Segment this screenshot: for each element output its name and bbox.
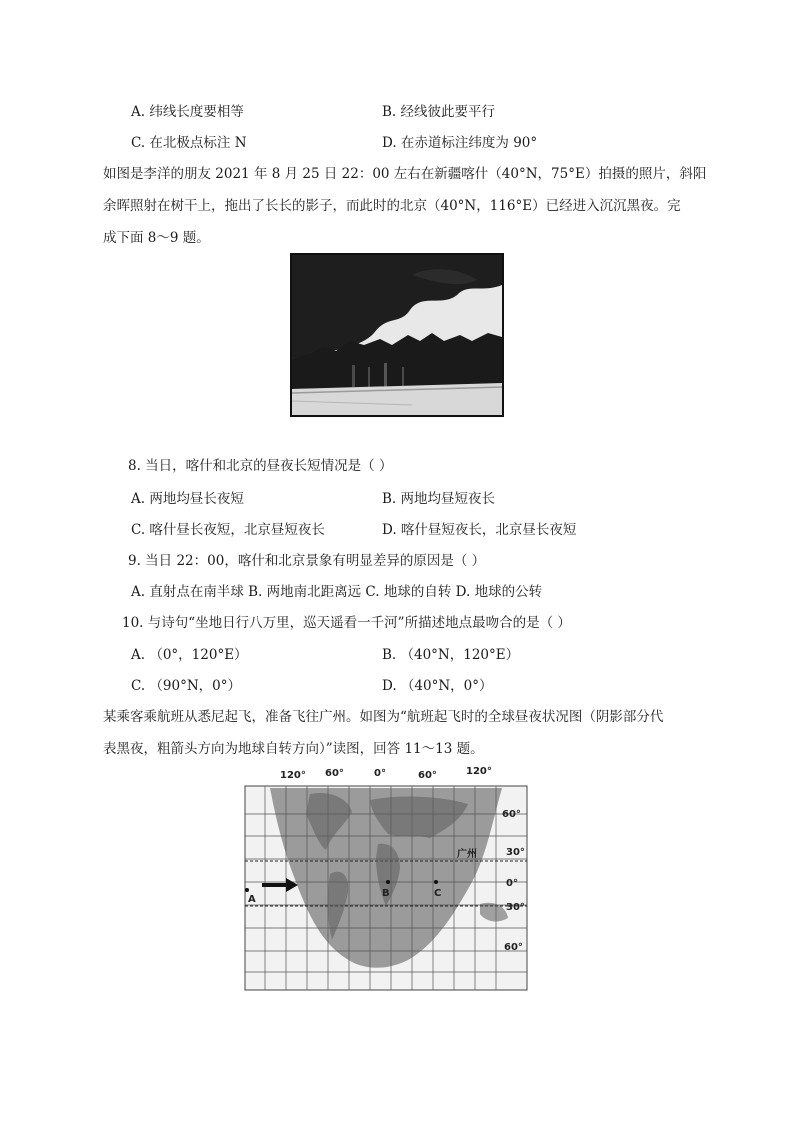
map-svg — [240, 764, 535, 992]
lon-label-60w: 60° — [325, 768, 344, 779]
q7-option-d: D. 在赤道标注纬度为 90° — [382, 135, 538, 151]
q8-option-c: C. 喀什昼长夜短，北京昼短夜长 — [131, 522, 325, 538]
lon-label-120e: 120° — [466, 766, 492, 777]
lat-label-30n: 30° — [506, 847, 525, 858]
lat-label-0: 0° — [506, 878, 518, 889]
q10-stem: 10. 与诗句“坐地日行八万里，巡天遥看一千河”所描述地点最吻合的是（ ） — [122, 615, 571, 631]
lat-label-60s: 60° — [504, 942, 523, 953]
q7-option-a: A. 纬线长度要相等 — [131, 104, 244, 120]
q9-stem: 9. 当日 22：00，喀什和北京景象有明显差异的原因是（ ） — [128, 553, 486, 569]
q7-option-b: B. 经线彼此要平行 — [382, 104, 496, 120]
point-a-label: A — [248, 894, 256, 905]
intro-11-13-line-1: 某乘客乘航班从悉尼起飞，准备飞往广州。如图为“航班起飞时的全球昼夜状况图（阴影部分代 — [103, 709, 664, 725]
guangzhou-label: 广州 — [457, 849, 477, 860]
point-a-marker — [245, 888, 249, 892]
intro-8-9-line-1: 如图是李洋的朋友 2021 年 8 月 25 日 22：00 左右在新疆喀什（40°N，75°E）拍摄的照片，斜阳 — [103, 166, 707, 182]
q10-option-c: C. （90°N，0°） — [131, 678, 242, 694]
lon-label-120w: 120° — [280, 770, 306, 781]
point-b-marker — [386, 880, 390, 884]
q10-option-a: A. （0°，120°E） — [131, 647, 248, 663]
q10-option-b: B. （40°N，120°E） — [382, 647, 520, 663]
point-b-label: B — [382, 888, 390, 899]
kashgar-sunset-photo — [290, 253, 504, 417]
q8-stem: 8. 当日，喀什和北京的昼夜长短情况是（ ） — [128, 458, 393, 474]
point-c-label: C — [434, 888, 442, 899]
intro-11-13-line-2: 表黑夜，粗箭头方向为地球自转方向）”读图，回答 11～13 题。 — [103, 741, 484, 757]
intro-8-9-line-3: 成下面 8～9 题。 — [103, 230, 210, 246]
photo-drawing — [292, 255, 502, 415]
q7-option-c: C. 在北极点标注 N — [131, 135, 247, 151]
q8-option-a: A. 两地均昼长夜短 — [131, 491, 244, 507]
lat-label-60n: 60° — [502, 809, 521, 820]
q10-option-d: D. （40°N，0°） — [382, 678, 493, 694]
lon-label-60e: 60° — [418, 770, 437, 781]
day-night-world-map — [240, 764, 535, 992]
lat-label-30s: 30° — [506, 902, 525, 913]
q9-options: A. 直射点在南半球 B. 两地南北距离远 C. 地球的自转 D. 地球的公转 — [131, 584, 543, 600]
lon-label-0: 0° — [374, 768, 386, 779]
q8-option-b: B. 两地均昼短夜长 — [382, 491, 496, 507]
intro-8-9-line-2: 余晖照射在树干上，拖出了长长的影子，而此时的北京（40°N，116°E）已经进入沉沉黑夜。完 — [103, 198, 681, 214]
q8-option-d: D. 喀什昼短夜长，北京昼长夜短 — [382, 522, 577, 538]
point-c-marker — [434, 880, 438, 884]
